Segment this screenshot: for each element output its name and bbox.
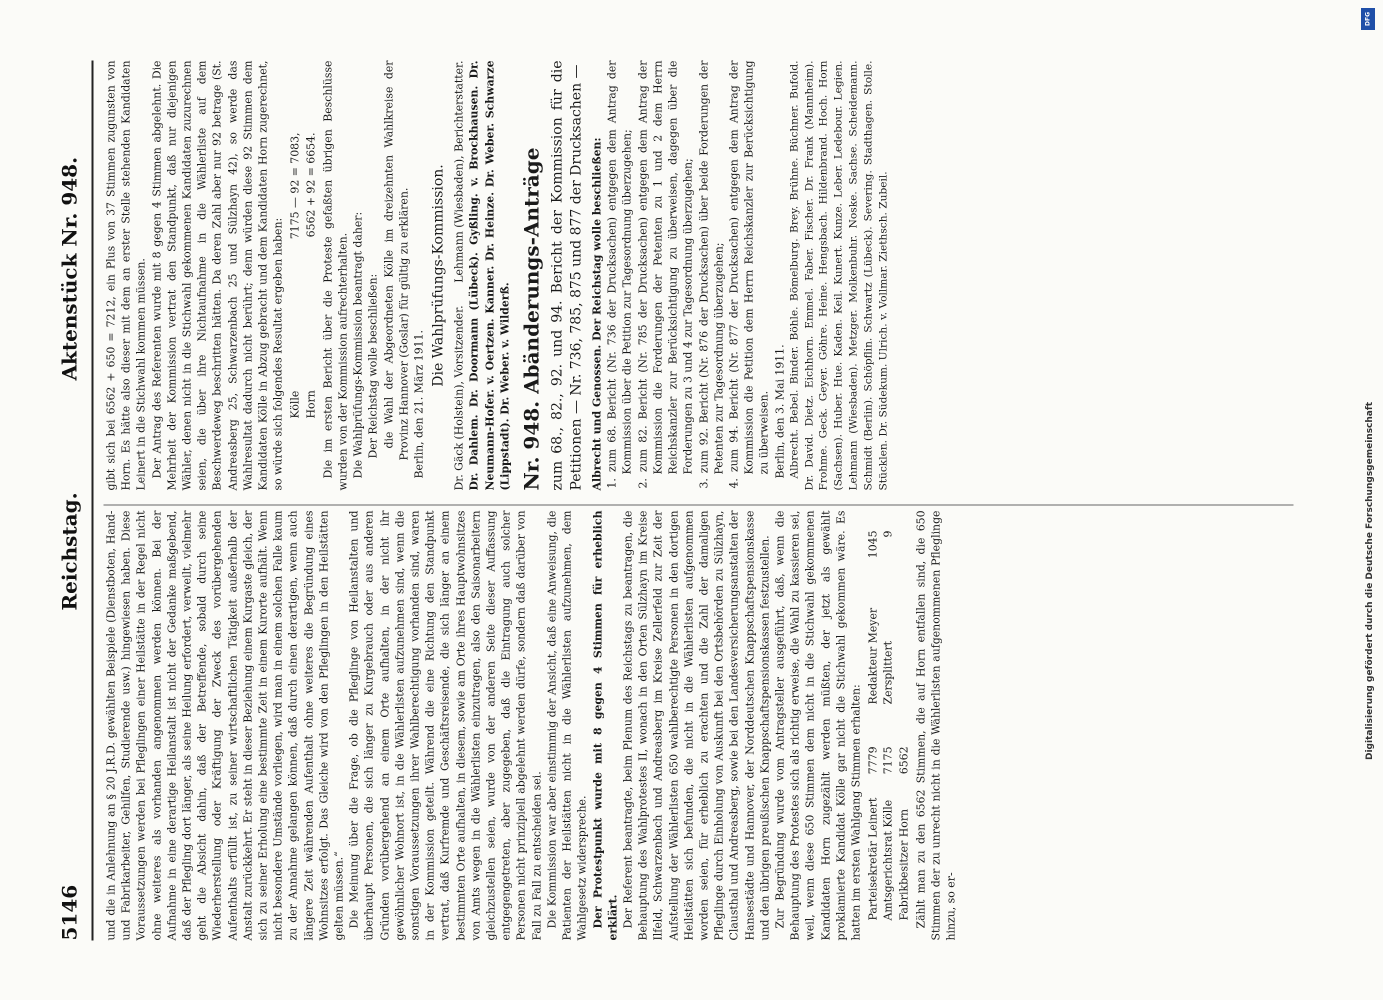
right-paragraph-6: die Wahl der Abgeordneten Kölle im dreizehnten Wahlkreise der Provinz Hannover (Goslar) für gültig zu erklären. <box>382 60 411 461</box>
vote-row: Amtsgerichtsrat Kölle 7175 <box>881 746 895 921</box>
right-column <box>104 61 891 491</box>
motion-item: 1. zum 68. Bericht (Nr. 736 der Drucksachen) entgegen dem Antrag der Kommission über die Petition zur Tagesordnung überzugehen; <box>605 60 634 489</box>
date-2: Berlin, den 3. Mai 1911. <box>773 344 787 479</box>
calc-table <box>286 61 320 491</box>
vote-row: Parteisekretär Leinert 7779 <box>866 746 880 921</box>
header-title: Aktenstück Nr. 948. <box>57 156 82 381</box>
left-column <box>104 511 959 941</box>
header-section: Reichstag. <box>57 492 82 611</box>
motion-item: 3. zum 92. Bericht (Nr. 876 der Drucksachen) über beide Forderungen der Petenten zur Tagesordnung überzugehen; <box>697 60 726 489</box>
right-paragraph-2: Der Antrag des Referenten wurde mit 8 gegen 4 Stimmen abgelehnt. Die Mehrheit der Kommission vertrat den Standpunkt, daß nur diejenigen Wähler, denen nicht in die Stichwahl gekommenen Kandidaten zuzurechnen seien, die über ihre Nichtaufnahme in die Wählerliste auf dem Beschwerdeweg beschritten hätten. Da deren Zahl aber nur 92 betrage (St. Andreasberg 25, Schwarzenbach 25 und Sülzhayn 42), so werde das Wahlresultat dadurch nicht berührt; denn würden diese 92 Stimmen dem Kandidaten Kölle in Abzug gebracht und dem Kandidaten Horn zugerechnet, so würde sich folgendes Resultat ergeben haben: <box>150 60 285 491</box>
left-paragraph-6: Zur Begründung wurde vom Antragsteller ausgeführt, daß, wenn die Behauptung des Protestes sich als richtig erweise, die Wahl zu kassieren sei, weil, wenn diese 650 Stimmen dem nicht in die Stichwahl gekommenen Kandidaten Horn zugezählt werden müßten, der jetzt als gewählt proklamierte Kandidat Kölle gar nicht die Stichwahl gekommen wäre. Es hatten im ersten Wahlgang Stimmen erhalten: <box>773 510 863 941</box>
signatory-roster: Albrecht. Bebel. Binder. Böhle. Bömelburg. Brey. Brühne. Büchner. Bufold. Dr. David. Dietz. Eichhorn. Emmel. Faber. Fischer. Dr. Frank (Mannheim). Frohme. Geck. Geyer. Göhre. Heine. Hengsbach. Hildenbrand. Hoch. Horn (Sachsen). Huber. Hue. Kaden. Keil. Kunert. Kunze. Leber. Ledebour. Legien. Lehmann (Wiesbaden). Metzger. Molkenbuhr. Noske. Sachse. Scheidemann. Schmidt (Berlin). Schöpflin. Schwartz (Lübeck). Severing. Stadthagen. Stolle. Stücklen. Dr. Südekum. Ulrich. v. Vollmar. Ziethsch. Zubeil. <box>788 60 889 491</box>
motion-item: 2. zum 82. Bericht (Nr. 785 der Drucksachen) entgegen dem Antrag der Kommission die Forderungen der Petenten zu 1 und 2 dem Herrn Reichskanzler zur Berücksichtigung zu überweisen, dagegen über die Forderungen zu 3 und 4 zur Tagesordnung überzugehen; <box>636 60 695 489</box>
motion-item: 4. zum 94. Bericht (Nr. 877 der Drucksachen) entgegen dem Antrag der Kommission die Petition dem Herrn Reichskanzler zur Berücksichtigung zu überweisen. <box>727 60 771 489</box>
vote-row: Zersplittert 9 <box>881 530 895 705</box>
commission-heading: Die Wahlprüfungs-Kommission. <box>430 164 447 387</box>
right-paragraph-4: Die Wahlprüfungs-Kommission beantragt daher: <box>351 211 365 479</box>
rotated-document <box>0 1 1383 1000</box>
digitization-credit: Digitalisierung gefördert durch die Deutsche Forschungsgemeinschaft <box>1365 401 1375 760</box>
left-paragraph-2: Die Meinung über die Frage, ob die Pfleglinge von Heilanstalten und überhaupt Personen, die sich länger zu Kurgebrauch oder aus anderen Gründen vorübergehend an einem Orte aufhalten, in der nicht ihr gewöhnlicher Wohnort ist, in die Wählerlisten aufzunehmen sind, wenn die sonstigen Voraussetzungen ihrer Wahlberechtigung vorhanden sind, waren in der Kommission geteilt. Während die eine Richtung den Standpunkt vertrat, daß Kurfremde und Geschäftsreisende, die sich länger an einem bestimmten Orte aufhalten, in diesem, sowie am Orte ihres Hauptwohnsitzes von Amts wegen in die Wählerlisten einzutragen, also den Saisonarbeitern gleichzustellen seien, wurde von der anderen Seite dieser Auffassung entgegengetreten, aber zugegeben, daß die Eintragung auch solcher Personen nicht prinzipiell abgelehnt werden dürfe, sondern daß darüber von Fall zu Fall zu entscheiden sei. <box>347 510 544 941</box>
signature-line-1 <box>452 61 467 491</box>
left-paragraph-3: Die Kommission war aber einstimmig der Ansicht, daß eine Anweisung, die Patienten der Heilstätten nicht in die Wählerlisten aufzunehmen, dem Wahlgesetz widerspreche. <box>545 510 589 941</box>
header-rule <box>92 61 94 941</box>
calc-row: Kölle 7175 — 92 = 7083, <box>288 132 302 419</box>
vote-row: Redakteur Meyer 1045 <box>866 530 880 705</box>
column-separator <box>104 505 1294 506</box>
chair-signature: Dr. Gäck (Holstein), Vorsitzender. <box>452 305 466 491</box>
movers: Albrecht und Genossen. Der Reichstag wolle beschließen: <box>590 137 604 491</box>
section-subtitle: zum 68., 82., 92. und 94. Bericht der Kommission für die Petitionen — Nr. 736, 785, 875 und 877 der Drucksachen — <box>549 60 585 491</box>
page-number: 5146 <box>57 884 82 941</box>
right-paragraph-3: Die im ersten Bericht über die Proteste gefaßten übrigen Beschlüsse wurden von der Kommission aufrechterhalten. <box>321 60 350 491</box>
vote-table-left <box>866 735 912 933</box>
page-header <box>58 61 86 941</box>
left-paragraph-1: und die in Anlehnung an § 20 J.R.D. gewählten Beispiele (Dienstboten, Hand- und Fabrikarbeiter, Gehilfen, Studierende usw.) hingewiesen haben. Diese Voraussetzungen werden bei Pfleglingen einer Heilstätte in der Regel nicht ohne weiteres als vorhanden angenommen werden können. Bei der Aufnahme in eine derartige Heilanstalt ist nicht der Gedanke maßgebend, daß der Pflegling dort länger, als seine Heilung erfordert, verweilt, vielmehr geht die Absicht dahin, daß der Betreffende, sobald durch seine Wiederherstellung oder Kräftigung der Zweck des vorübergehenden Aufenthalts erfüllt ist, zu seiner wirtschaftlichen Tätigkeit außerhalb der Anstalt zurückkehrt. Er steht in dieser Beziehung einem Kurgaste gleich, der sich zu seiner Erholung eine bestimmte Zeit in einem Kurorte aufhält. Wenn nicht besondere Umstände vorliegen, wird man in einem solchen Falle kaum zu der Annahme gelangen können, daß durch einen derartigen, wenn auch längere Zeit währenden Aufenthalt ohne weiteres die Begründung eines Wohnsitzes erfolgt. Das Gleiche wird von den Pfleglingen in den Heilstätten gelten müssen.“ <box>104 510 346 941</box>
section-title: Nr. 948. Abänderungs-Anträge <box>519 147 544 491</box>
calc-row: Horn 6562 + 92 = 6654. <box>304 132 318 419</box>
dfg-logo-icon: DFG <box>1361 8 1375 30</box>
right-paragraph-5: Der Reichstag wolle beschließen: <box>366 273 380 459</box>
left-paragraph-4: Der Protestpunkt wurde mit 8 gegen 4 Stimmen für erheblich erklärt. <box>591 510 620 941</box>
left-paragraph-5: Der Referent beantragte, beim Plenum des Reichstags zu beantragen, die Behauptung des Wahlprotestes II, wonach in den Orten Sülzhayn im Kreise Ilfeld, Schwarzenbach und Andreasberg im Kreise Zellerfeld zur Zeit der Aufstellung der Wählerlisten 650 wahlberechtigte Personen in den dortigen Heilstätten sich befunden, die nicht in die Wählerlisten aufgenommen worden seien, für erheblich zu erachten und die Zahl der damaligen Pfleglinge durch Einholung von Auskunft bei den Ortsbehörden zu Sülzhayn, Clausthal und Andreasberg, sowie bei den Landesversicherungsanstalten der Hansestädte und Hannover, der Norddeutschen Knappschaftspensionskasse und den übrigen preußischen Knappschaftspensionskassen festzustellen. <box>621 510 772 941</box>
vote-table-right <box>866 519 912 717</box>
date-1: Berlin, den 21. März 1911. <box>412 330 426 479</box>
signature-list: Dr. Dahlem. Dr. Doormann (Lübeck). Gyßling. v. Brockhausen. Dr. Neumann-Hofer. v. Oertzen. Kanner. Dr. Heinze. Dr. Weber. Schwarze (Lippstadt). Dr. Weber. v. Wilderß. <box>467 60 512 491</box>
vote-table <box>864 511 914 941</box>
left-paragraph-7: Zählt man zu den 6562 Stimmen, die auf Horn entfallen sind, die 650 Stimmen der zu unrecht nicht in die Wählerlisten aufgenommenen Pfleglinge hinzu, so er- <box>914 510 958 941</box>
vote-row: Fabrikbesitzer Horn 6562 <box>897 746 911 921</box>
rapporteur-signature: Lehmann (Wiesbaden), Berichterstatter. <box>452 60 466 283</box>
right-paragraph-1: gibt sich bei 6562 + 650 = 7212, ein Plus von 37 Stimmen zugunsten von Horn. Es hätte also dieser mit dem an erster Stelle stehenden Kandidaten Leinert in die Stichwahl kommen müssen. <box>104 60 148 491</box>
